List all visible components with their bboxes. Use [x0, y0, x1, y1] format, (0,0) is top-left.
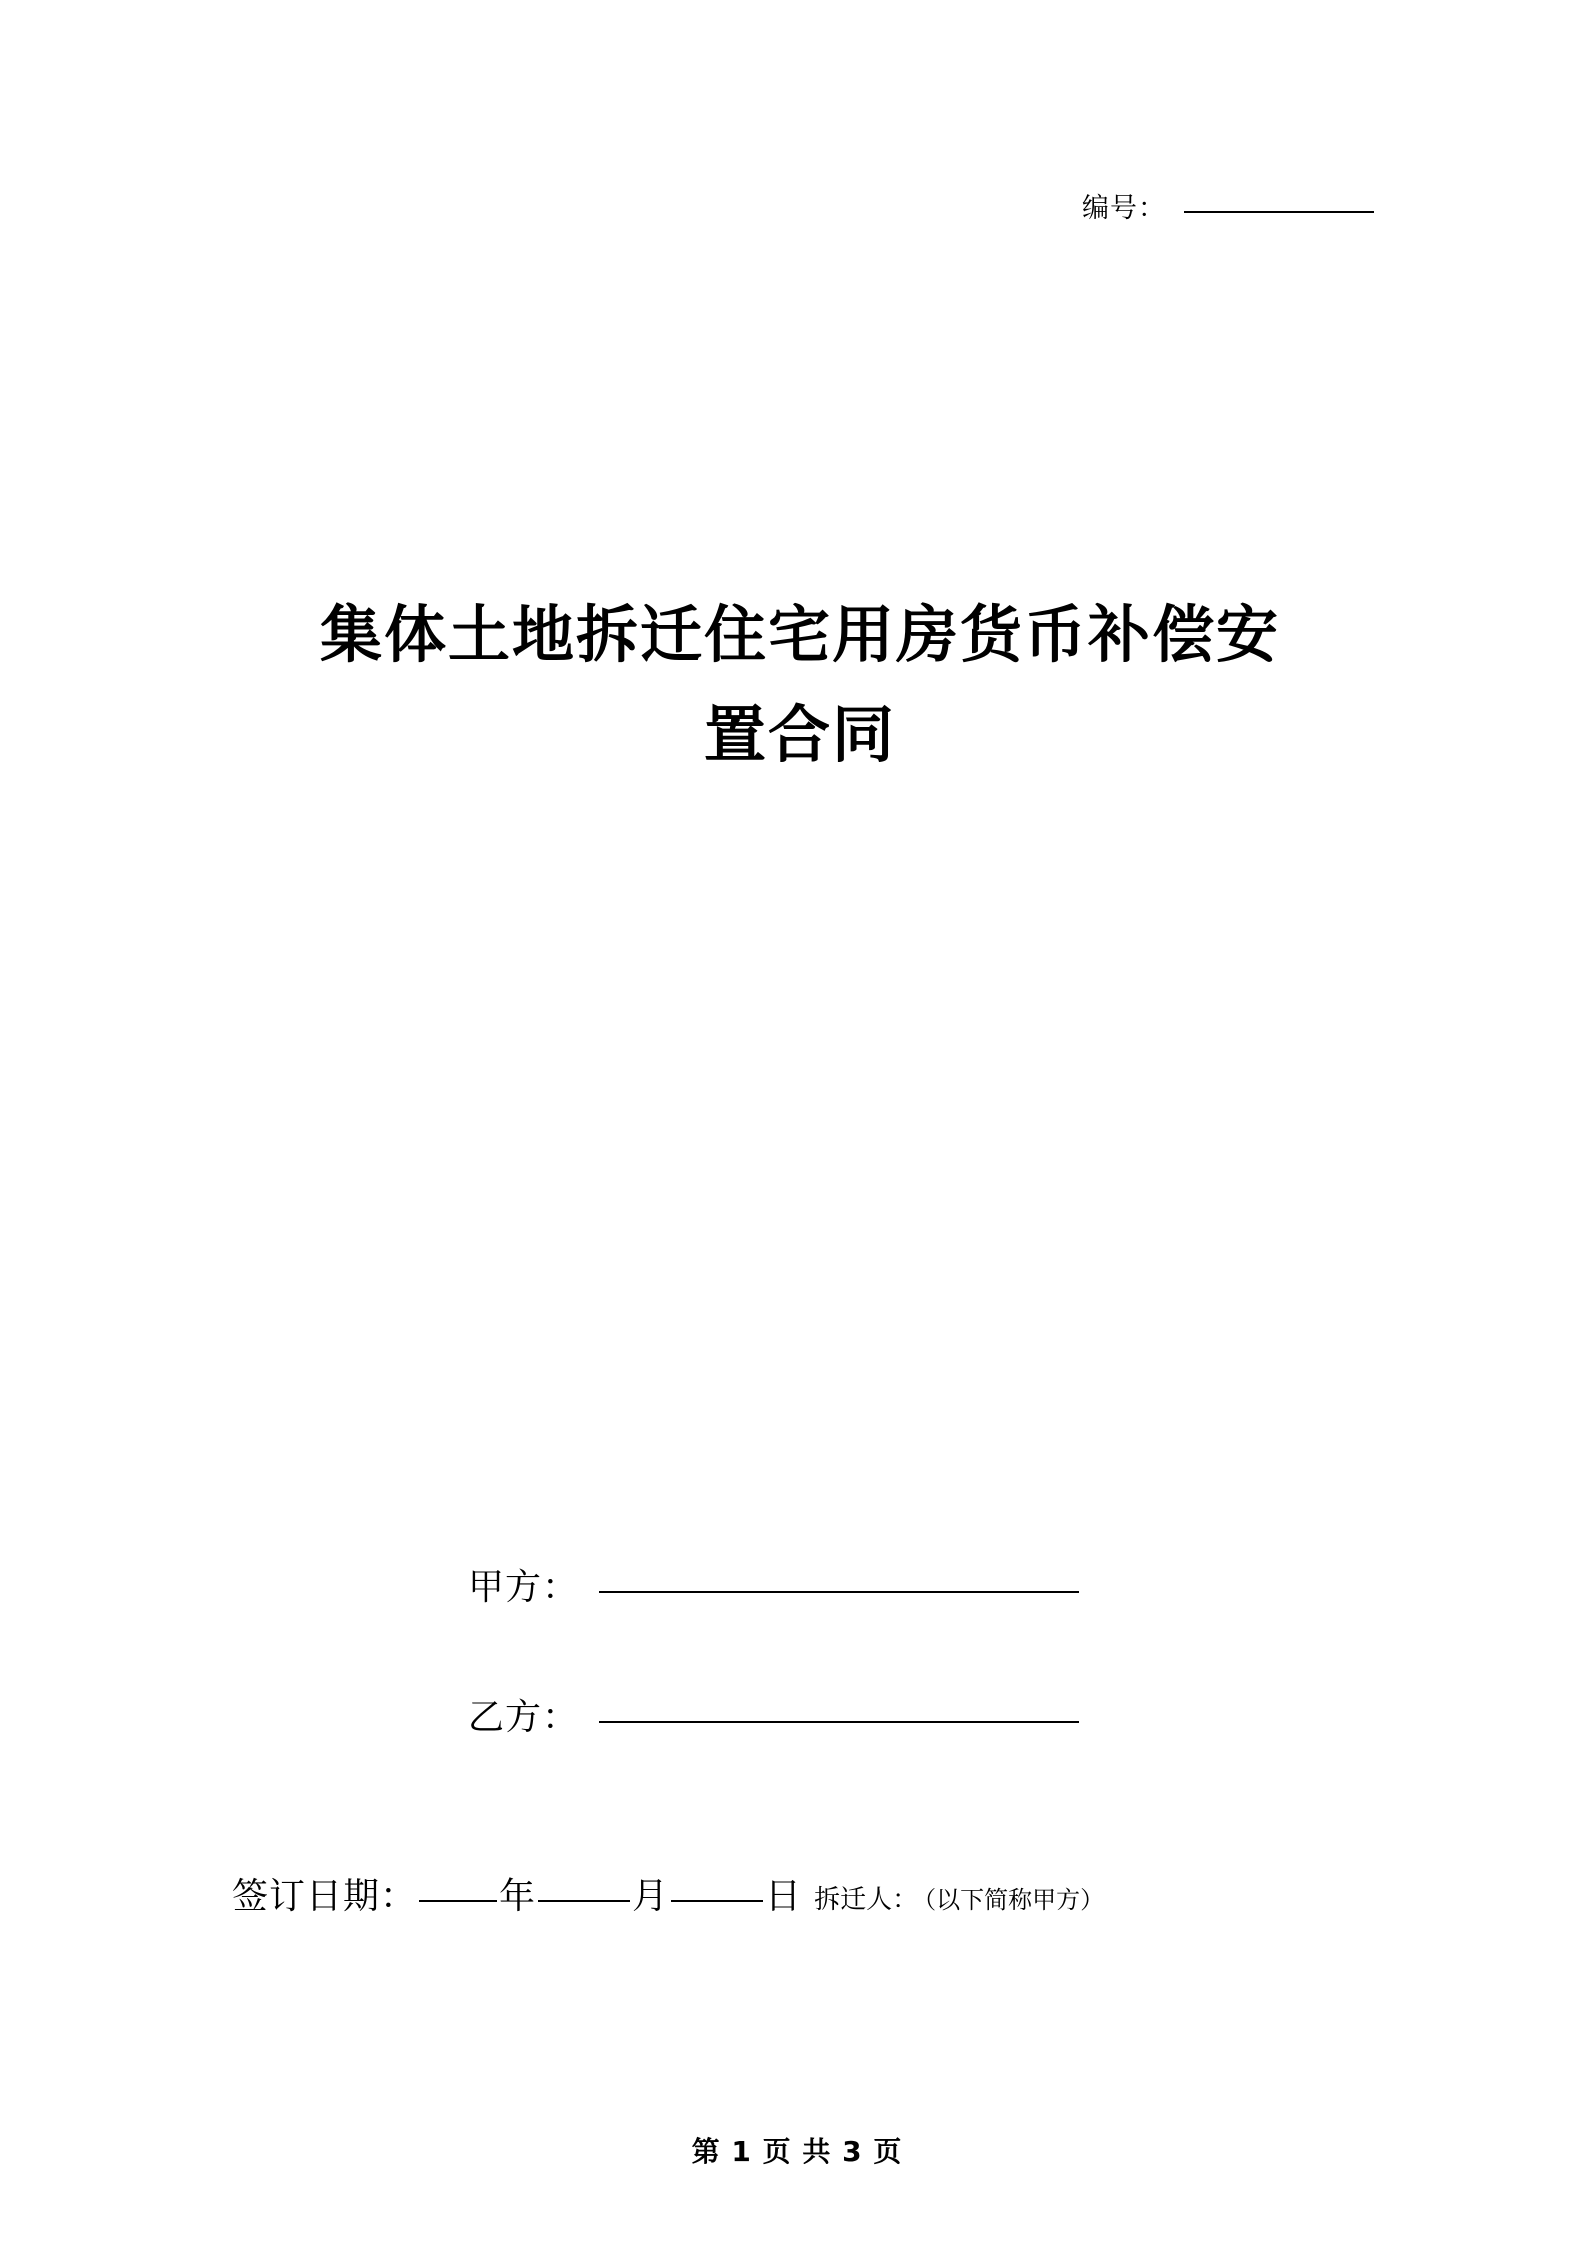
- page-title: [255, 585, 1345, 786]
- party-b-label: 乙方：: [468, 1697, 580, 1738]
- party-b-blank: [599, 1720, 1079, 1723]
- signing-day-unit: 日: [765, 1876, 803, 1917]
- document-number-blank: [1184, 210, 1374, 213]
- signing-year-unit: 年: [499, 1876, 537, 1917]
- signing-month-unit: 月: [632, 1876, 670, 1917]
- signing-year-blank: [419, 1899, 497, 1902]
- signing-month-blank: [538, 1899, 630, 1902]
- signing-day-blank: [671, 1899, 763, 1902]
- party-a-label: 甲方：: [468, 1567, 580, 1608]
- page-title-line-1: 集体土地拆迁住宅用房货币补偿安: [319, 598, 1280, 671]
- page-title-line-2: 置合同: [703, 698, 896, 772]
- document-number-label: 编号：: [1082, 193, 1166, 224]
- party-a-blank: [599, 1590, 1079, 1593]
- party-block: [468, 1567, 1368, 1830]
- signing-date-row: [232, 1868, 1432, 1919]
- document-number-row: [0, 186, 1594, 225]
- signing-date-label: 签订日期：: [232, 1876, 418, 1917]
- party-a-row: [468, 1567, 1368, 1608]
- demolisher-label: 拆迁人：: [814, 1885, 919, 1915]
- demolisher-aka-label: （以下简称甲方）: [924, 1886, 1105, 1914]
- page-footer: 第 1 页 共 3 页: [691, 2135, 903, 2168]
- party-b-row: [468, 1697, 1368, 1738]
